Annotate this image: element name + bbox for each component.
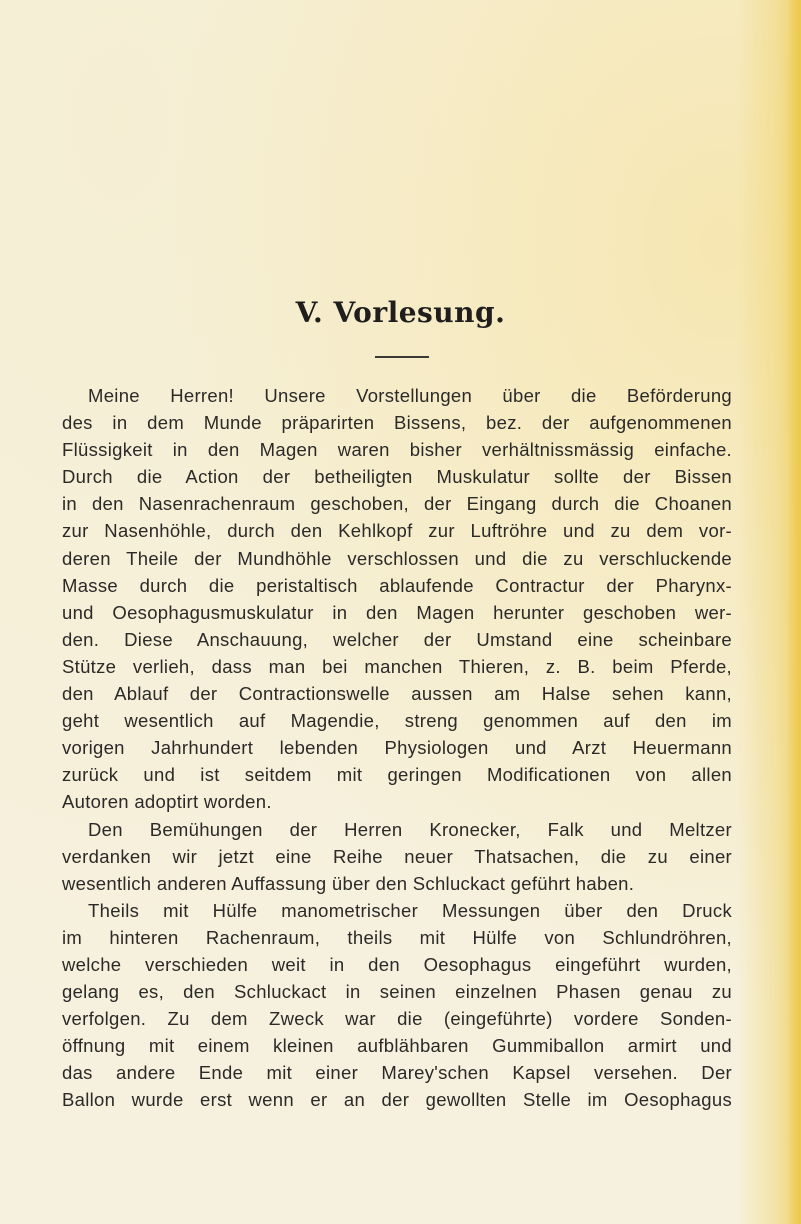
text-line: und Oesophagusmuskulatur in den Magen herunter geschoben wer- bbox=[62, 601, 732, 623]
text-line: den Ablauf der Contractionswelle aussen am Halse sehen kann, bbox=[62, 683, 732, 705]
text-line: welche verschieden weit in den Oesophagus eingeführt wurden, bbox=[62, 953, 732, 975]
text-line: verdanken wir jetzt eine Reihe neuer Thatsachen, die zu einer bbox=[62, 845, 732, 867]
text-line: geht wesentlich auf Magendie, streng genommen auf den im bbox=[62, 710, 732, 732]
text-line: im hinteren Rachenraum, theils mit Hülfe von Schlundröhren, bbox=[62, 926, 732, 948]
text-line: Stütze verlieh, dass man bei manchen Thieren, z. B. beim Pferde, bbox=[62, 655, 732, 677]
text-line: Meine Herren! Unsere Vorstellungen über die Beförderung bbox=[88, 385, 732, 406]
text-line: Durch die Action der betheiligten Muskulatur sollte der Bissen bbox=[62, 466, 732, 488]
lecture-heading: V. Vorlesung. bbox=[295, 296, 506, 329]
text-line: das andere Ende mit einer Marey'schen Kapsel versehen. Der bbox=[62, 1062, 732, 1084]
text-line: deren Theile der Mundhöhle verschlossen und die zu verschluckende bbox=[62, 547, 732, 569]
text-line: Autoren adoptirt worden. bbox=[62, 791, 272, 813]
heading-rule bbox=[375, 356, 429, 358]
text-line: Masse durch die peristaltisch ablaufende Contractur der Pharynx- bbox=[62, 574, 732, 596]
text-line: öffnung mit einem kleinen aufblähbaren Gummiballon armirt und bbox=[62, 1035, 732, 1057]
text-line: Flüssigkeit in den Magen waren bisher verhältnissmässig einfache. bbox=[62, 439, 732, 461]
text-line: Ballon wurde erst wenn er an der gewollten Stelle im Oesophagus bbox=[62, 1089, 732, 1111]
text-line: des in dem Munde präparirten Bissens, bez. der aufgenommenen bbox=[62, 412, 732, 434]
text-line: zurück und ist seitdem mit geringen Modificationen von allen bbox=[62, 764, 732, 786]
text-line: zur Nasenhöhle, durch den Kehlkopf zur Luftröhre und zu dem vor- bbox=[62, 520, 732, 542]
body-text bbox=[62, 382, 732, 1114]
text-line: in den Nasenrachenraum geschoben, der Eingang durch die Choanen bbox=[62, 493, 732, 515]
text-line: gelang es, den Schluckact in seinen einzelnen Phasen genau zu bbox=[62, 981, 732, 1003]
text-line: verfolgen. Zu dem Zweck war die (eingeführte) vordere Sonden- bbox=[62, 1008, 732, 1030]
text-line: vorigen Jahrhundert lebenden Physiologen und Arzt Heuermann bbox=[62, 737, 732, 759]
text-line: den. Diese Anschauung, welcher der Umstand eine scheinbare bbox=[62, 628, 732, 650]
text-line: wesentlich anderen Auffassung über den Schluckact geführt haben. bbox=[62, 872, 635, 894]
text-line: Theils mit Hülfe manometrischer Messungen über den Druck bbox=[88, 899, 732, 921]
page-edge-tint bbox=[787, 0, 801, 1224]
text-line: Den Bemühungen der Herren Kronecker, Falk und Meltzer bbox=[88, 818, 732, 840]
